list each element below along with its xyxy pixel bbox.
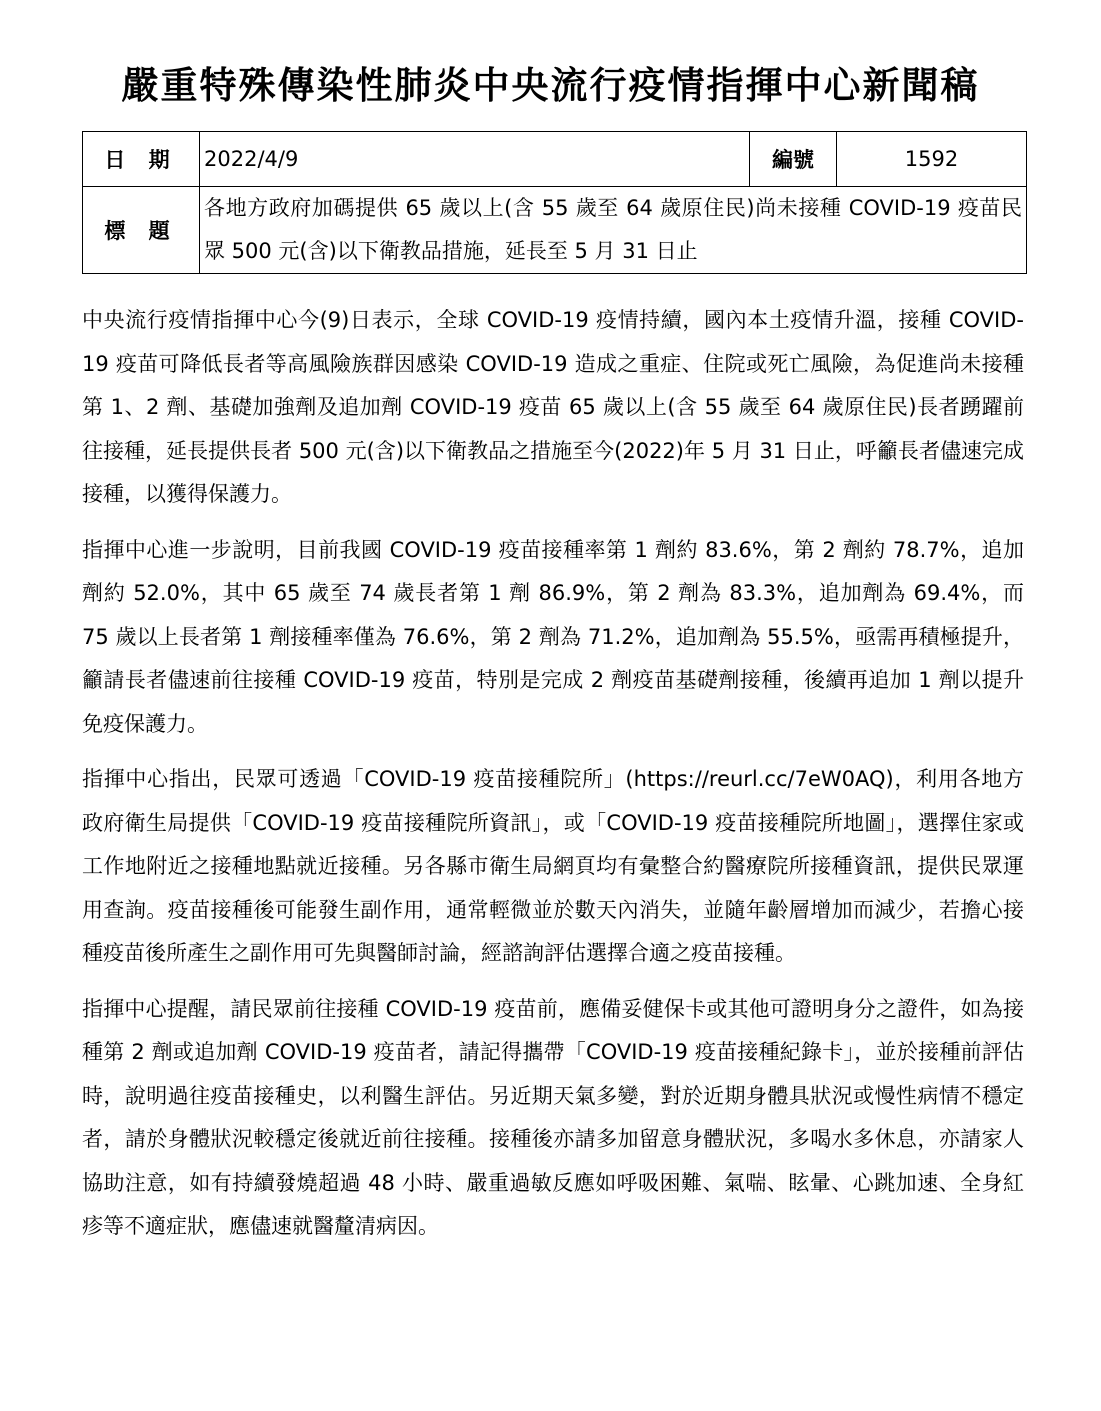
subject-label: 標 題	[83, 187, 200, 274]
date-value: 2022/4/9	[200, 132, 750, 187]
paragraph-4: 指揮中心提醒，請民眾前往接種 COVID-19 疫苗前，應備妥健保卡或其他可證明身分之證件，如為接種第 2 劑或追加劑 COVID-19 疫苗者，請記得攜帶「COVID-19 疫苗接種紀錄卡」，並於接種前評估時，說明過往疫苗接種史，以利醫生評估。另近期天氣多變，對於近期身體具狀況或慢性病情不穩定者，請於身體狀況較穩定後就近前往接種。接種後亦請多加留意身體狀況，多喝水多休息，亦請家人協助注意，如有持續發燒超過 48 小時、嚴重過敏反應如呼吸困難、氣喘、眩暈、心跳加速、全身紅疹等不適症狀，應儘速就醫釐清病因。	[82, 996, 1024, 1238]
date-label: 日 期	[83, 132, 200, 187]
press-release-info-table	[82, 131, 1027, 274]
subject-value: 各地方政府加碼提供 65 歲以上(含 55 歲至 64 歲原住民)尚未接種 COVID-19 疫苗民眾 500 元(含)以下衛教品措施，延長至 5 月 31 日止	[200, 187, 1027, 274]
number-label: 編號	[750, 132, 837, 187]
page-title: 嚴重特殊傳染性肺炎中央流行疫情指揮中心新聞稿	[121, 64, 980, 107]
subject-row	[83, 187, 1027, 274]
paragraph-3: 指揮中心指出，民眾可透過「COVID-19 疫苗接種院所」(https://reurl.cc/7eW0AQ)，利用各地方政府衛生局提供「COVID-19 疫苗接種院所資訊」，或「COVID-19 疫苗接種院所地圖」，選擇住家或工作地附近之接種地點就近接種。另各縣市衛生局網頁均有彙整合約醫療院所接種資訊，提供民眾運用查詢。疫苗接種後可能發生副作用，通常輕微並於數天內消失，並隨年齡層增加而減少，若擔心接種疫苗後所產生之副作用可先與醫師討論，經諮詢評估選擇合適之疫苗接種。	[82, 767, 1024, 965]
paragraph-2: 指揮中心進一步說明，目前我國 COVID-19 疫苗接種率第 1 劑約 83.6%，第 2 劑約 78.7%，追加劑約 52.0%，其中 65 歲至 74 歲長者第 1 劑 86.9%，第 2 劑為 83.3%，追加劑為 69.4%，而 75 歲以上長者第 1 劑接種率僅為 76.6%，第 2 劑為 71.2%，追加劑為 55.5%，亟需再積極提升，籲請長者儘速前往接種 COVID-19 疫苗，特別是完成 2 劑疫苗基礎劑接種，後續再追加 1 劑以提升免疫保護力。	[82, 537, 1024, 736]
paragraph-1: 中央流行疫情指揮中心今(9)日表示，全球 COVID-19 疫情持續，國內本土疫情升溫，接種 COVID-19 疫苗可降低長者等高風險族群因感染 COVID-19 造成之重症、住院或死亡風險，為促進尚未接種第 1、2 劑、基礎加強劑及追加劑 COVID-19 疫苗 65 歲以上(含 55 歲至 64 歲原住民)長者踴躍前往接種，延長提供長者 500 元(含)以下衛教品之措施至今(2022)年 5 月 31 日止，呼籲長者儘速完成接種，以獲得保護力。	[82, 308, 1024, 506]
date-row	[83, 132, 1027, 187]
press-release-body	[82, 299, 1024, 1261]
number-value: 1592	[837, 132, 1027, 187]
